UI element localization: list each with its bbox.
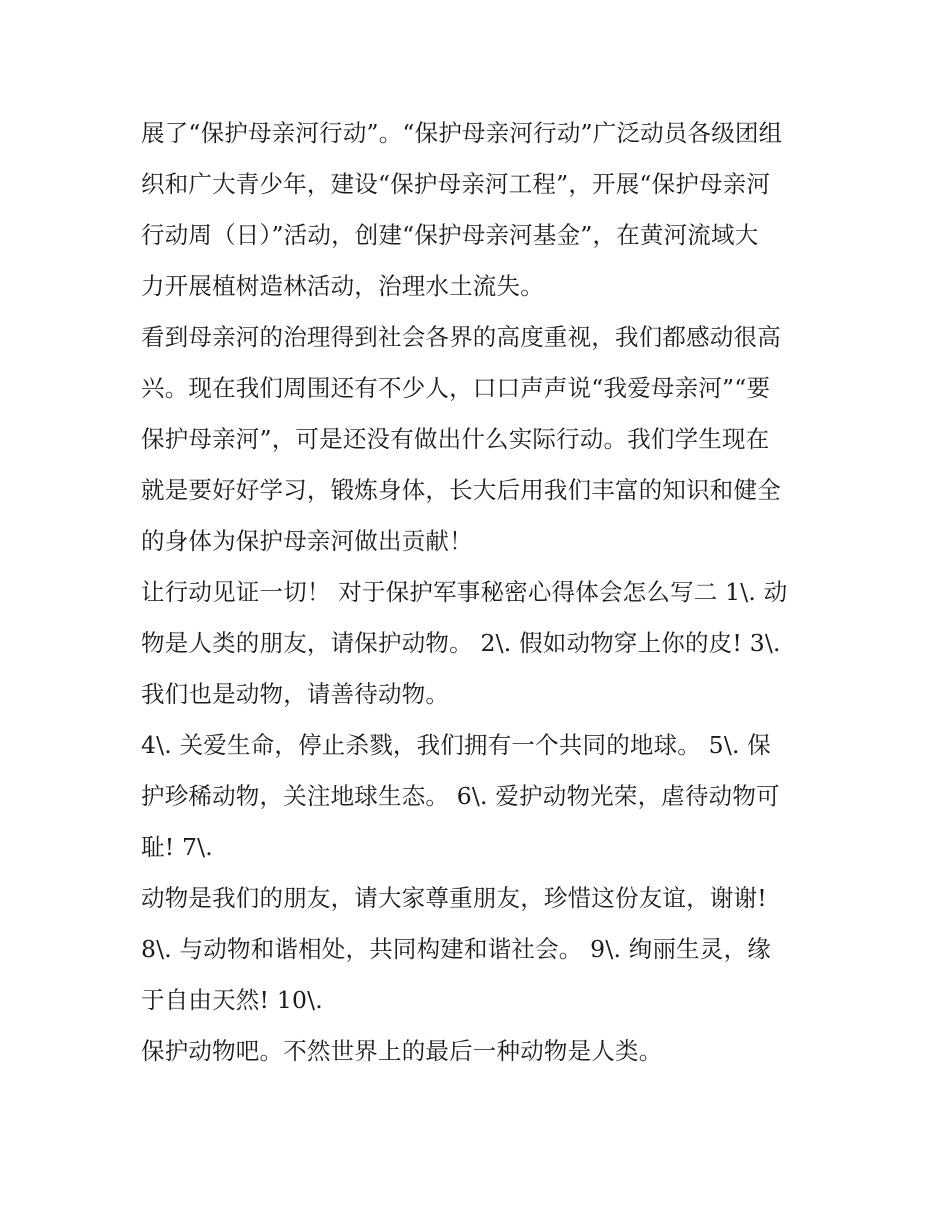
document-body — [141, 108, 831, 1077]
text-line: 织和广大青少年，建设“保护母亲河工程”，开展“保护母亲河 — [141, 170, 771, 198]
text-line: 就是要好好学习，锻炼身体，长大后用我们丰富的知识和健全 — [141, 476, 781, 504]
text-line: 展了“保护母亲河行动”。“保护母亲河行动”广泛动员各级团组 — [141, 119, 783, 147]
text-line: 行动周（日）”活动，创建“保护母亲河基金”，在黄河流域大 — [141, 221, 759, 249]
text-line: 耻! 7\. — [141, 833, 213, 861]
text-line: 护珍稀动物，关注地球生态。 6\. 爱护动物光荣，虐待动物可 — [141, 782, 780, 810]
text-line: 8\. 与动物和谐相处，共同构建和谐社会。 9\. 绚丽生灵，缘 — [141, 935, 771, 963]
text-line: 兴。现在我们周围还有不少人，口口声声说“我爱母亲河”“要 — [141, 374, 771, 402]
text-line: 我们也是动物，请善待动物。 — [141, 680, 450, 708]
text-line: 看到母亲河的治理得到社会各界的高度重视，我们都感动很高 — [141, 323, 781, 351]
text-line: 的身体为保护母亲河做出贡献！ — [141, 527, 473, 555]
text-line: 保护母亲河”，可是还没有做出什么实际行动。我们学生现在 — [141, 425, 770, 453]
text-line: 于自由天然! 10\. — [141, 986, 323, 1014]
text-line: 物是人类的朋友，请保护动物。 2\. 假如动物穿上你的皮! 3\. — [141, 629, 781, 657]
text-line: 力开展植树造林活动，治理水土流失。 — [141, 272, 544, 300]
text-line: 让行动见证一切！ 对于保护军事秘密心得体会怎么写二 1\. 动 — [141, 578, 788, 606]
text-line: 4\. 关爱生命，停止杀戮，我们拥有一个共同的地球。 5\. 保 — [141, 731, 771, 759]
text-line: 动物是我们的朋友，请大家尊重朋友，珍惜这份友谊，谢谢! — [141, 884, 767, 912]
text-line: 保护动物吧。不然世界上的最后一种动物是人类。 — [141, 1037, 663, 1065]
